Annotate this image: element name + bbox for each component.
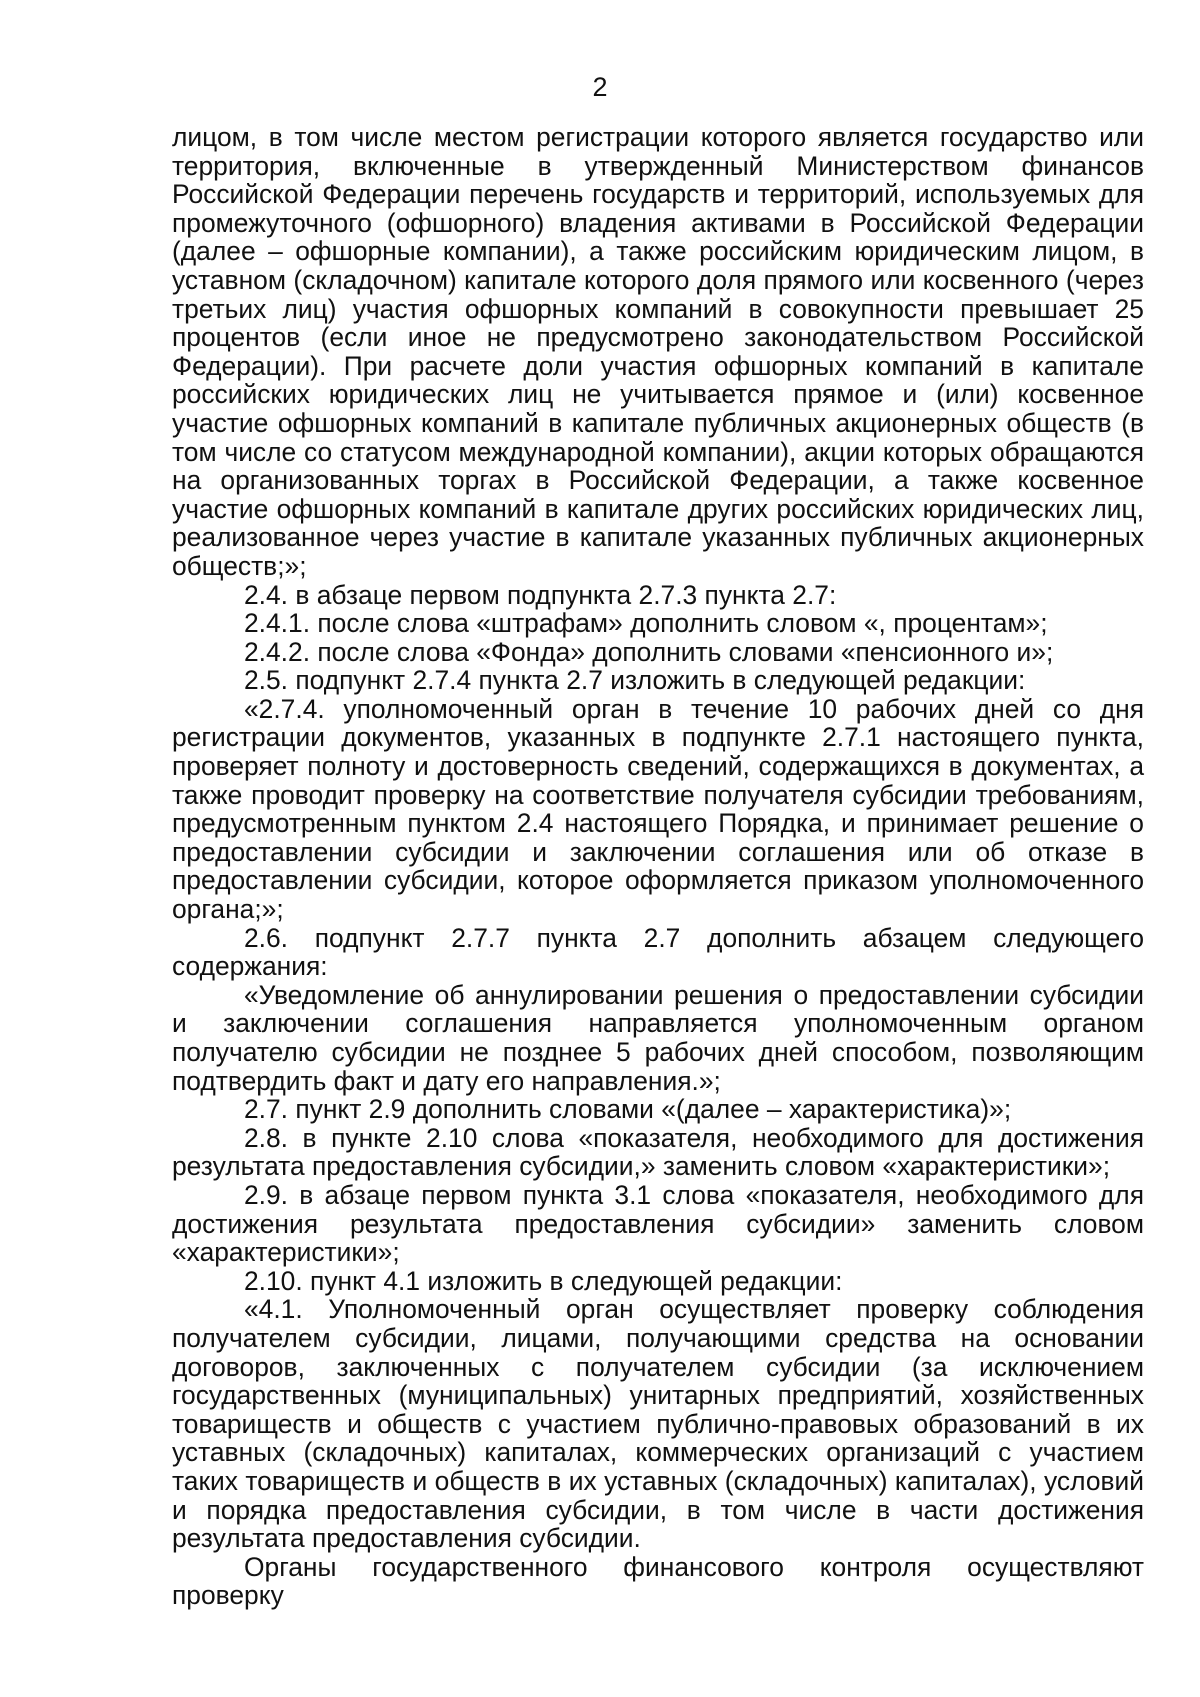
paragraph: 2.6. подпункт 2.7.7 пункта 2.7 дополнить абзацем следующего содержания: xyxy=(172,922,1144,982)
paragraph: 2.5. подпункт 2.7.4 пункта 2.7 изложить в следующей редакции: xyxy=(244,665,1026,696)
paragraph: 2.4.1. после слова «штрафам» дополнить словом «, процентам»; xyxy=(244,608,1048,639)
paragraph: «2.7.4. уполномоченный орган в течение 10 рабочих дней со дня регистрации документов, указанных в подпункте 2.7.1 настоящего пункта, проверяет полноту и достоверность сведений, содержащихся в документах, а также проводит проверку на соответствие получателя субсидии требованиям, предусмотренным пунктом 2.4 настоящего Порядка, и принимает решение о предоставлении субсидии и заключении соглашения или об отказе в предоставлении субсидии, которое оформляется приказом уполномоченного органа;»; xyxy=(172,693,1144,925)
page-number: 2 xyxy=(592,72,608,102)
paragraph: «Уведомление об аннулировании решения о предоставлении субсидии и заключении соглашения направляется уполномоченным органом получателю субсидии не позднее 5 рабочих дней способом, позволяющим подтвердить факт и дату его направления.»; xyxy=(172,979,1144,1096)
paragraph: 2.8. в пункте 2.10 слова «показателя, необходимого для достижения результата предоставления субсидии,» заменить словом «характеристики»; xyxy=(172,1122,1144,1182)
paragraph: 2.9. в абзаце первом пункта 3.1 слова «показателя, необходимого для достижения результата предоставления субсидии» заменить словом «характеристики»; xyxy=(172,1179,1144,1268)
paragraph: Органы государственного финансового контроля осуществляют проверку xyxy=(172,1551,1144,1611)
paragraph: 2.10. пункт 4.1 изложить в следующей редакции: xyxy=(244,1265,843,1296)
paragraph: лицом, в том числе местом регистрации которого является государство или территория, включенные в утвержденный Министерством финансов Российской Федерации перечень государств и территорий, используемых для промежуточного (офшорного) владения активами в Российской Федерации (далее – офшорные компании), а также российским юридическим лицом, в уставном (складочном) капитале которого доля прямого или косвенного (через третьих лиц) участия офшорных компаний в совокупности превышает 25 процентов (если иное не предусмотрено законодательством Российской Федерации). При расчете доли участия офшорных компаний в капитале российских юридических лиц не учитывается прямое и (или) косвенное участие офшорных компаний в капитале публичных акционерных обществ (в том числе со статусом международной компании), акции которых обращаются на организованных торгах в Российской Федерации, а также косвенное участие офшорных компаний в капитале других российских юридических лиц, реализованное через участие в капитале указанных публичных акционерных обществ;»; xyxy=(172,122,1144,581)
paragraph: «4.1. Уполномоченный орган осуществляет проверку соблюдения получателем субсидии, лицами, получающими средства на основании договоров, заключенных с получателем субсидии (за исключением государственных (муниципальных) унитарных предприятий, хозяйственных товариществ и обществ с участием публично-правовых образований в их уставных (складочных) капиталах, коммерческих организаций с участием таких товариществ и обществ в их уставных (складочных) капиталах), условий и порядка предоставления субсидии, в том числе в части достижения результата предоставления субсидии. xyxy=(172,1294,1144,1554)
paragraph: 2.4. в абзаце первом подпункта 2.7.3 пункта 2.7: xyxy=(244,579,837,610)
document-body xyxy=(172,123,1144,1610)
paragraph: 2.4.2. после слова «Фонда» дополнить словами «пенсионного и»; xyxy=(244,636,1054,667)
paragraph: 2.7. пункт 2.9 дополнить словами «(далее – характеристика)»; xyxy=(244,1094,1012,1125)
